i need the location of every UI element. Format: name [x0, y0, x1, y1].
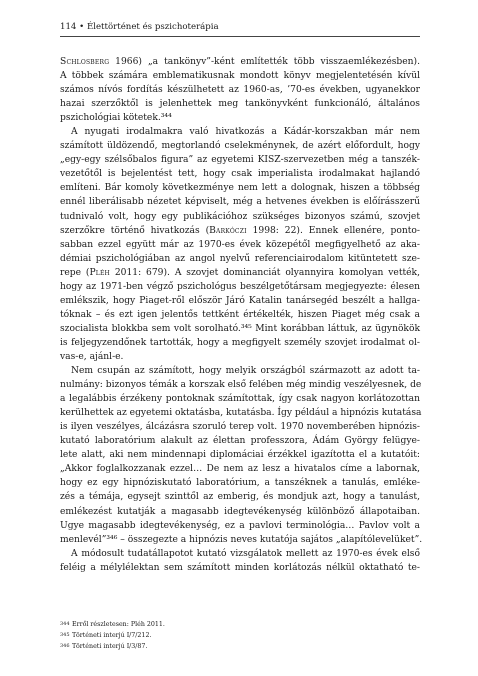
text-line: szocialista blokkba sem volt sorolható.³⁴⁵ Mint korábban láttuk, az ügynökök: [60, 323, 420, 334]
footnote-number: 344: [60, 621, 70, 627]
text-line: pszichológiai kötetek.³⁴⁴: [60, 113, 172, 124]
footnote-number: 346: [60, 643, 70, 649]
author-name: Schlosberg: [60, 57, 110, 67]
footnote-text: Erről részletesen: Pléh 2011.: [72, 621, 165, 628]
text-line: emlékszik, hogy Piaget-ről először Járó Katalin tanársegéd beszélt a hallga-: [60, 295, 420, 306]
text-line: nulmány: bizonyos témák a korszak első felében még mindig veszélyesnek, de: [60, 380, 422, 391]
text-line: ennél liberálisabb nézetet képviselt, még a hetvenes években is előírásszerű: [60, 197, 420, 208]
text-line: hogy ez egy hipnóziskutató laboratórium, a tanszéknek a tanulás, emléke-: [60, 478, 420, 489]
text-line: hazai szerzőktől is jelenhettek meg tankönyvként funkcionáló, általános: [60, 99, 420, 110]
footnote: [60, 641, 420, 652]
text-line: démiai pszichológiában az angol nyelvű referenciairodalom kitüntetett sze-: [60, 253, 420, 264]
text-line: számított üldözendő, megtorlandó cselekménynek, de azért előfordult, hogy: [60, 141, 420, 152]
running-title: Élettörténet és pszichoterápia: [86, 22, 219, 32]
line-text: 1998: 22). Ennek ellenére, ponto-: [246, 225, 420, 236]
text-line: „Akkor foglalkozzanak ezzel… De nem az lesz a hivatalos címe a labornak,: [60, 464, 420, 475]
line-text: 2011: 679). A szovjet dominanciát olyannyira komolyan vették,: [110, 267, 420, 278]
text-line: kutató laboratórium alakult az élettan professzora, Ádám György felügye-: [60, 436, 420, 447]
text-line: is feljegyzendőnek tartották, hogy a megfigyelt személy szovjet irodalmat ol-: [60, 337, 420, 348]
footnotes: [60, 619, 420, 652]
text-line: Ugye magasabb idegtevékenység, ez a pavlovi terminológia… Pavlov volt a: [60, 520, 420, 531]
page-number: 114: [60, 22, 77, 32]
header-rule: [60, 36, 420, 37]
footnote-text: Történeti interjú I/7/212.: [72, 632, 152, 639]
text-line: emlékezést kutatják a magasabb idegtevékenység különböző állapotaiban.: [60, 506, 420, 517]
text-line: Nem csupán az számított, hogy melyik országból származott az adott ta-: [71, 366, 420, 377]
running-header: [60, 21, 420, 33]
text-line: „egy-egy szélsőbalos figura” az egyetemi KISZ-szervezetben még a tanszék-: [60, 155, 420, 166]
footnote-text: Történeti interjú I/3/87.: [72, 643, 148, 650]
header-bullet: •: [79, 22, 85, 32]
text-line: menlevél”³⁴⁶ – összegezte a hipnózis neves kutatója sajátos „alapítólevelüket”.: [60, 534, 423, 545]
body-text: [60, 55, 423, 575]
footnote: [60, 619, 420, 630]
text-line: A módosult tudatállapotot kutató vizsgálatok mellett az 1970-es évek első: [71, 548, 420, 559]
text-line: lete alatt, aki nem mindennapi diplomáciai érzékkel igazította el a kutatóit:: [60, 450, 420, 461]
text-line: A nyugati irodalmakra való hivatkozás a Kádár-korszakban már nem: [71, 127, 420, 138]
text-line: sabban ezzel együtt már az 1970-es évek közepétől megfigyelhető az aka-: [60, 239, 420, 250]
line-text: szerzőkre történő hivatkozás (: [60, 225, 210, 236]
text-line: tóknak – és ezt igen jelentős tettként értékelték, hiszen Piaget még csak a: [60, 309, 420, 320]
text-line: [60, 55, 420, 69]
text-line: számos nívós fordítás készülhetett az 1960-as, ’70-es években, ugyanekkor: [60, 85, 420, 96]
author-name: Barkóczi: [209, 225, 247, 236]
text-line: [60, 266, 420, 280]
text-line: vas-e, ajánl-e.: [60, 351, 124, 362]
text-line: [60, 224, 420, 238]
text-line: a legalábbis érzékeny pontoknak számítottak, így csak nagyon korlátozottan: [60, 394, 420, 405]
text-line: feléig a mélylélektan sem számított minden korlátozás nélkül oktatható te-: [60, 562, 420, 573]
footnote: [60, 630, 420, 641]
footnote-number: 345: [60, 632, 70, 638]
text-line: kerülhettek az egyetemi oktatásba, kutatásba. Így például a hipnózis kutatása: [60, 408, 422, 419]
text-line: A többek számára emblematikusnak mondott könyv megjelentetésén kívül: [60, 71, 420, 82]
line-text: 1966) „a tankönyv”-ként említették több visszaemlékezésben).: [109, 57, 420, 67]
text-line: tudnivaló volt, hogy egy publikációhoz szükséges bizonyos számú, szovjet: [60, 211, 420, 222]
author-name: Pléh: [89, 267, 110, 278]
text-line: is ilyen veszélyes, álcázásra szoruló terep volt. 1970 novemberében hipnózis-: [60, 422, 420, 433]
text-line: említeni. Bár komoly következménye nem lett a dolognak, hiszen a többség: [60, 183, 420, 194]
text-line: vezetőtől is bejelentést tett, hogy csak imperialista irodalmakat hajlandó: [60, 169, 420, 180]
text-line: hogy az 1971-ben végző pszichológus beszélgetőtársam megjegyezte: élesen: [60, 281, 420, 292]
text-line: zés a témája, egysejt szinttől az emberig, és mondjuk azt, hogy a tanulást,: [60, 492, 420, 503]
line-text: repe (: [60, 267, 90, 278]
